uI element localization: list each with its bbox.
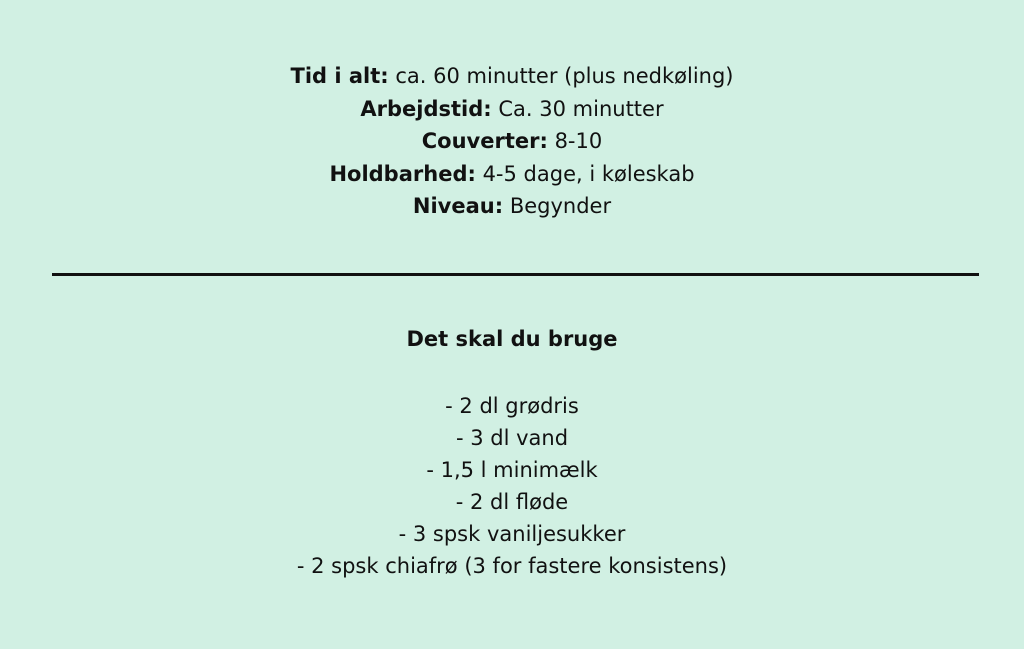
meta-value: 8-10: [554, 129, 603, 153]
ingredient-item: - 2 dl fløde: [455, 490, 569, 514]
meta-value: 4-5 dage, i køleskab: [482, 161, 695, 186]
ingredients-heading: Det skal du bruge: [406, 327, 618, 351]
meta-label: Holdbarhed:: [329, 161, 476, 186]
recipe-meta: [0, 60, 1024, 223]
meta-shelf-life: [0, 158, 1024, 191]
ingredient-item: - 2 dl grødris: [445, 394, 579, 418]
ingredient-item: - 1,5 l minimælk: [426, 458, 598, 482]
meta-servings: [0, 125, 1024, 158]
meta-value: Begynder: [509, 194, 612, 218]
meta-total-time: [0, 60, 1024, 93]
meta-level: [0, 190, 1024, 223]
meta-label: Niveau:: [412, 194, 504, 218]
ingredient-item: - 3 dl vand: [455, 426, 569, 450]
meta-label: Couverter:: [421, 129, 548, 153]
meta-work-time: [0, 93, 1024, 126]
meta-value: ca. 60 minutter (plus nedkøling): [395, 64, 734, 88]
ingredient-item: - 3 spsk vaniljesukker: [398, 522, 626, 546]
section-divider: [52, 273, 979, 276]
meta-label: Tid i alt:: [290, 64, 389, 88]
ingredient-list: [0, 390, 1024, 582]
meta-value: Ca. 30 minutter: [498, 96, 664, 121]
ingredient-item: - 2 spsk chiafrø (3 for fastere konsistens): [296, 554, 728, 578]
meta-label: Arbejdstid:: [360, 96, 492, 121]
